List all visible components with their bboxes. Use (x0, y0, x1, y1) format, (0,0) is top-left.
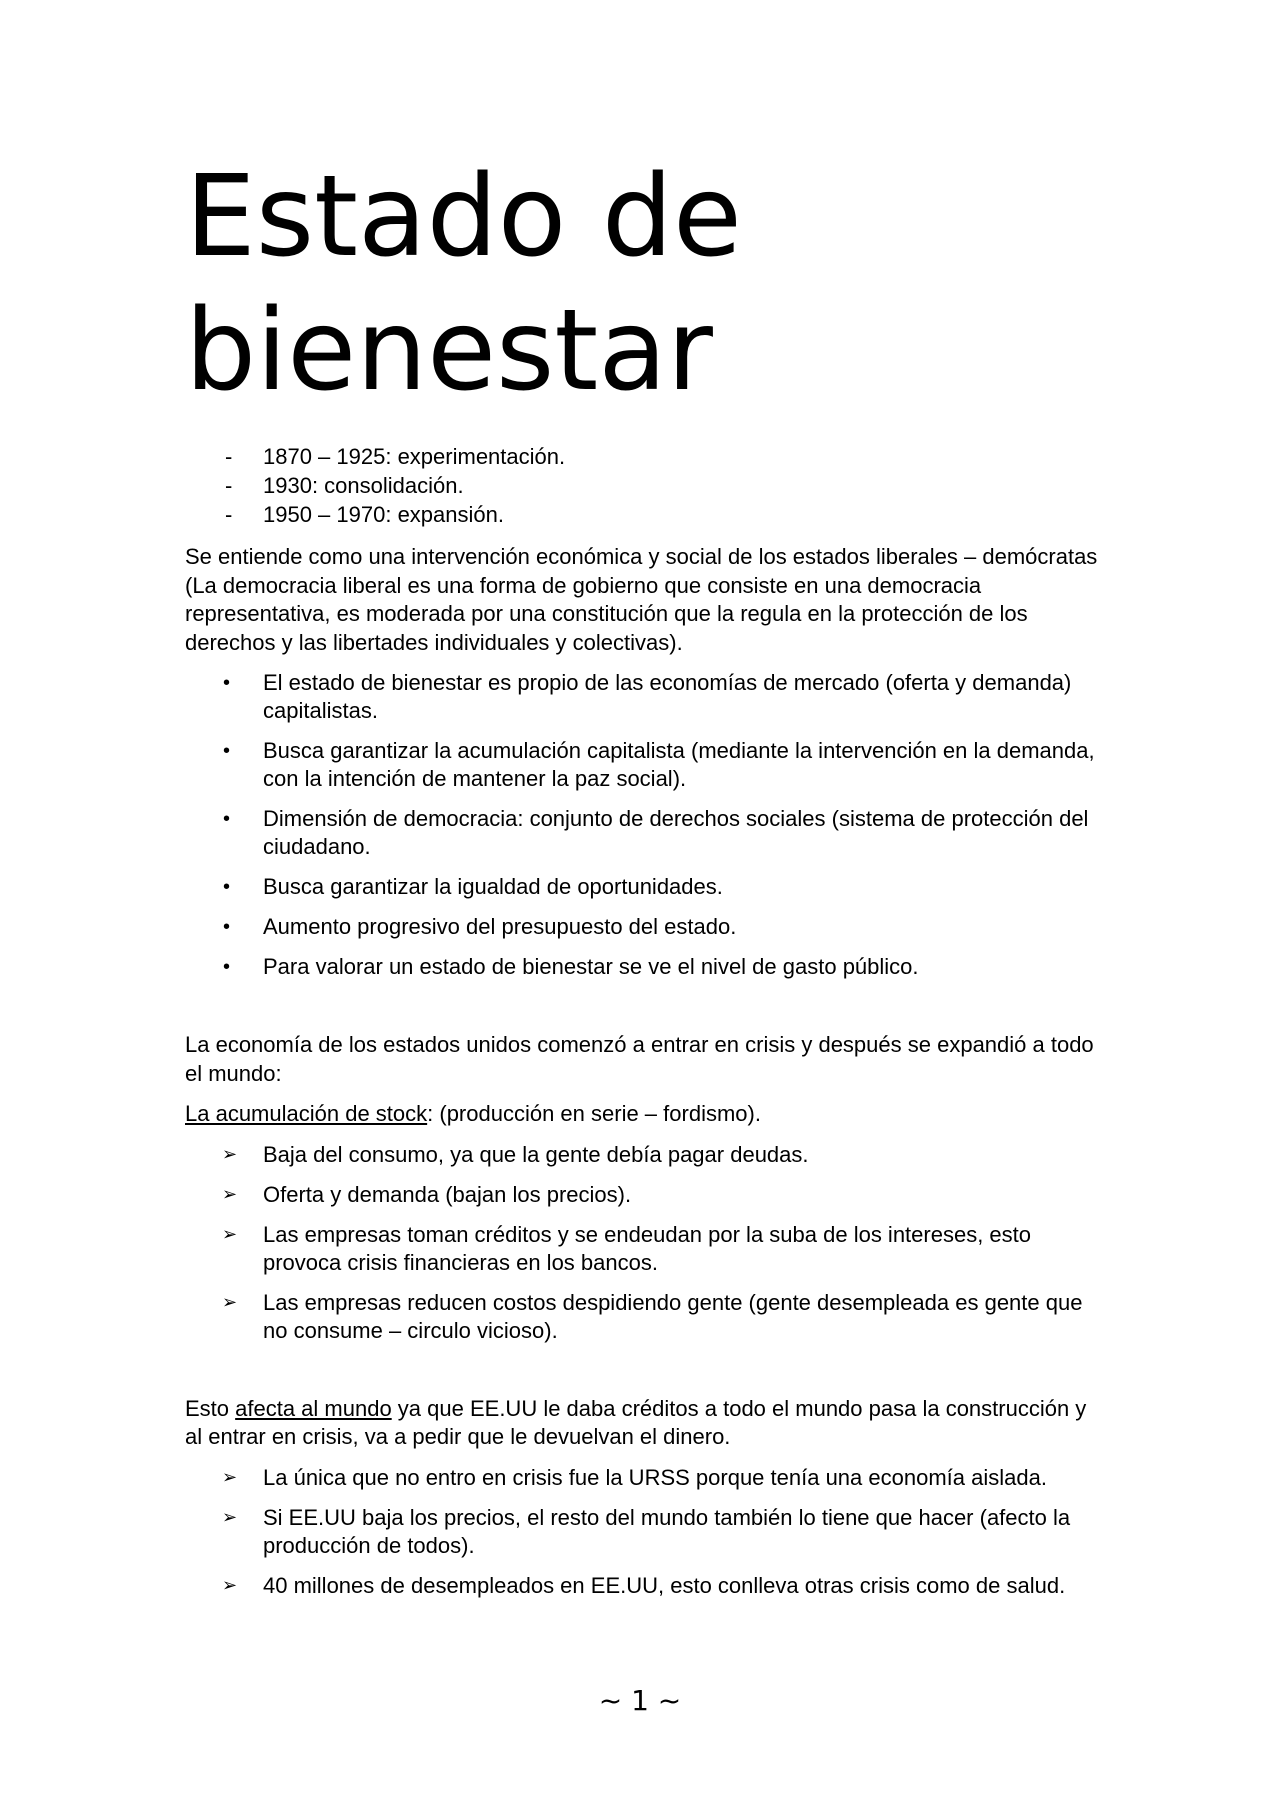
list-item-text: Busca garantizar la acumulación capitalista (mediante la intervención en la demanda, con la intención de mantener la paz social). (263, 738, 1095, 791)
list-item (185, 1572, 1105, 1600)
list-item-text: Las empresas reducen costos despidiendo gente (gente desempleada es gente que no consume – circulo vicioso). (263, 1289, 1083, 1343)
world-paragraph (185, 1395, 1105, 1452)
list-item (185, 1181, 1105, 1209)
list-item-text: Para valorar un estado de bienestar se ve el nivel de gasto público. (263, 954, 919, 979)
stock-heading: La acumulación de stock (185, 1101, 428, 1126)
timeline-list (185, 442, 1105, 529)
crisis-paragraph: La economía de los estados unidos comenzó a entrar en crisis y después se expandió a todo el mundo: (185, 1032, 1094, 1086)
arrow-bullet-icon: ➢ (222, 1574, 238, 1596)
characteristics-list (185, 669, 1105, 981)
title-line-1: Estado de (185, 152, 742, 282)
arrow-bullet-icon: ➢ (222, 1466, 238, 1488)
list-item (185, 1141, 1105, 1169)
list-item (185, 1289, 1105, 1345)
arrow-bullet-icon: ➢ (222, 1223, 238, 1245)
dash-marker: - (225, 502, 233, 527)
bullet-marker: • (223, 672, 231, 694)
bullet-marker: • (223, 808, 231, 830)
page-content (185, 150, 1105, 1612)
world-prefix: Esto (185, 1395, 236, 1421)
bullet-marker: • (223, 916, 231, 938)
stock-paragraph (185, 1100, 1105, 1129)
list-item (185, 442, 1105, 471)
list-item (185, 953, 1105, 981)
list-item-text: 1870 – 1925: experimentación. (263, 444, 566, 469)
title-line-2: bienestar (185, 286, 713, 416)
list-item-text: Las empresas toman créditos y se endeudan por la suba de los intereses, esto provoca crisis financieras en los bancos. (263, 1221, 1032, 1275)
stock-description: : (producción en serie – fordismo). (427, 1101, 761, 1126)
list-item-text: Busca garantizar la igualdad de oportunidades. (263, 874, 723, 899)
dash-marker: - (225, 444, 233, 469)
bullet-marker: • (223, 956, 231, 978)
list-item-text: El estado de bienestar es propio de las economías de mercado (oferta y demanda) capitalistas. (263, 670, 1072, 723)
spacer (185, 1357, 1105, 1395)
bullet-marker: • (223, 740, 231, 762)
page-number: ~ 1 ~ (598, 1684, 682, 1717)
list-item (185, 805, 1105, 861)
arrow-bullet-icon: ➢ (222, 1143, 238, 1165)
list-item-text: Si EE.UU baja los precios, el resto del mundo también lo tiene que hacer (afecto la producción de todos). (263, 1504, 1071, 1558)
stock-list (185, 1141, 1105, 1345)
arrow-bullet-icon: ➢ (222, 1291, 238, 1313)
list-item (185, 471, 1105, 500)
list-item (185, 873, 1105, 901)
list-item-text: 40 millones de desempleados en EE.UU, esto conlleva otras crisis como de salud. (263, 1572, 1066, 1598)
list-item-text: 1950 – 1970: expansión. (263, 502, 504, 527)
list-item-text: Oferta y demanda (bajan los precios). (263, 1181, 632, 1207)
list-item (185, 669, 1105, 725)
list-item-text: La única que no entro en crisis fue la URSS porque tenía una economía aislada. (263, 1464, 1047, 1490)
dash-marker: - (225, 473, 233, 498)
list-item (185, 737, 1105, 793)
spacer (185, 993, 1105, 1031)
list-item-text: Baja del consumo, ya que la gente debía pagar deudas. (263, 1141, 809, 1167)
world-emphasis: afecta al mundo (235, 1395, 392, 1421)
world-description: ya que EE.UU le daba créditos a todo el mundo pasa la construcción y al entrar en crisis, va a pedir que le devuelvan el dinero. (185, 1395, 1087, 1449)
page-title (185, 150, 1105, 418)
intro-paragraph: Se entiende como una intervención económica y social de los estados liberales – demócratas (La democracia liberal es una forma de gobierno que consiste en una democracia representativa, es moderada por una constitución que la regula en la protección de los derechos y las libertades individuales y colectivas). (185, 544, 1098, 655)
list-item (185, 1504, 1105, 1560)
world-list (185, 1464, 1105, 1600)
list-item-text: 1930: consolidación. (263, 473, 464, 498)
list-item (185, 1221, 1105, 1277)
arrow-bullet-icon: ➢ (222, 1506, 238, 1528)
list-item (185, 913, 1105, 941)
list-item-text: Aumento progresivo del presupuesto del estado. (263, 914, 737, 939)
arrow-bullet-icon: ➢ (222, 1183, 238, 1205)
list-item (185, 500, 1105, 529)
list-item (185, 1464, 1105, 1492)
bullet-marker: • (223, 876, 231, 898)
list-item-text: Dimensión de democracia: conjunto de derechos sociales (sistema de protección del ciudadano. (263, 806, 1089, 859)
